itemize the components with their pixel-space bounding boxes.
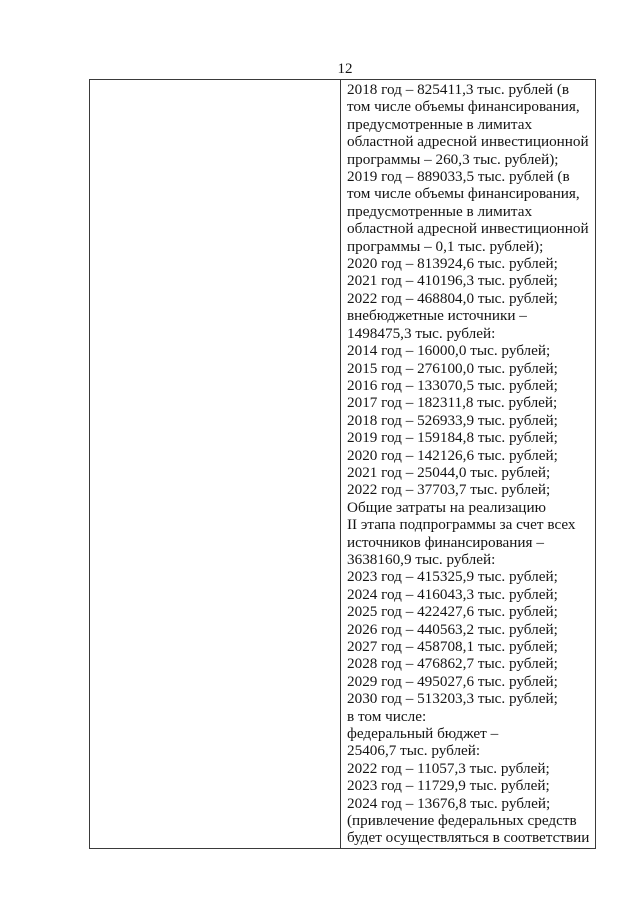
text-line: 2024 год – 13676,8 тыс. рублей; xyxy=(347,794,551,812)
text-line: 2019 год – 159184,8 тыс. рублей; xyxy=(347,429,558,447)
text-line: 2023 год – 11729,9 тыс. рублей; xyxy=(347,777,550,795)
text-line: 2018 год – 825411,3 тыс. рублей (в xyxy=(347,81,570,98)
text-line: (привлечение федеральных средств xyxy=(347,812,577,830)
text-line: Общие затраты на реализацию xyxy=(347,498,546,516)
text-line: 2021 год – 410196,3 тыс. рублей; xyxy=(347,272,558,290)
text-line: программы – 0,1 тыс. рублей); xyxy=(347,237,544,255)
text-line: 2017 год – 182311,8 тыс. рублей; xyxy=(347,394,558,412)
text-line: 2024 год – 416043,3 тыс. рублей; xyxy=(347,585,558,603)
text-line: областной адресной инвестиционной xyxy=(347,133,589,151)
table-left-cell xyxy=(90,80,341,848)
text-line: предусмотренные в лимитах xyxy=(347,202,533,220)
text-line: 2019 год – 889033,5 тыс. рублей (в xyxy=(347,168,570,186)
text-line: 2020 год – 813924,6 тыс. рублей; xyxy=(347,255,558,273)
text-line: предусмотренные в лимитах xyxy=(347,115,533,133)
text-line: том числе объемы финансирования, xyxy=(347,98,580,116)
text-line: 2025 год – 422427,6 тыс. рублей; xyxy=(347,603,558,621)
text-line: 2022 год – 468804,0 тыс. рублей; xyxy=(347,289,558,307)
text-line: 2016 год – 133070,5 тыс. рублей; xyxy=(347,376,558,394)
text-line: 2028 год – 476862,7 тыс. рублей; xyxy=(347,655,558,673)
text-line: 2022 год – 37703,7 тыс. рублей; xyxy=(347,481,551,499)
text-line: 2023 год – 415325,9 тыс. рублей; xyxy=(347,568,558,586)
text-line: 2020 год – 142126,6 тыс. рублей; xyxy=(347,446,558,464)
text-line: 2026 год – 440563,2 тыс. рублей; xyxy=(347,620,558,638)
text-line: II этапа подпрограммы за счет всех xyxy=(347,516,576,534)
funding-table xyxy=(89,79,596,849)
table-right-cell xyxy=(341,80,595,848)
text-line: 2027 год – 458708,1 тыс. рублей; xyxy=(347,638,558,655)
text-line: 3638160,9 тыс. рублей: xyxy=(347,550,496,568)
text-line: областной адресной инвестиционной xyxy=(347,220,589,238)
text-line: 2021 год – 25044,0 тыс. рублей; xyxy=(347,463,551,481)
text-line: 2015 год – 276100,0 тыс. рублей; xyxy=(347,359,558,377)
text-line: источников финансирования – xyxy=(347,533,544,551)
text-line: будет осуществляться в соответствии xyxy=(347,829,590,847)
text-line: 2030 год – 513203,3 тыс. рублей; xyxy=(347,690,558,708)
text-line: программы – 260,3 тыс. рублей); xyxy=(347,150,559,168)
text-line: в том числе: xyxy=(347,707,427,725)
text-line: том числе объемы финансирования, xyxy=(347,185,580,203)
text-line: 1498475,3 тыс. рублей: xyxy=(347,324,496,342)
page-number: 12 xyxy=(337,61,353,77)
text-line: 2018 год – 526933,9 тыс. рублей; xyxy=(347,411,558,429)
text-line: 2022 год – 11057,3 тыс. рублей; xyxy=(347,759,550,777)
text-line: 25406,7 тыс. рублей: xyxy=(347,742,481,760)
text-line: федеральный бюджет – xyxy=(347,725,499,743)
text-line: 2029 год – 495027,6 тыс. рублей; xyxy=(347,672,558,690)
text-line: внебюджетные источники – xyxy=(347,307,527,325)
text-line: 2014 год – 16000,0 тыс. рублей; xyxy=(347,342,551,360)
